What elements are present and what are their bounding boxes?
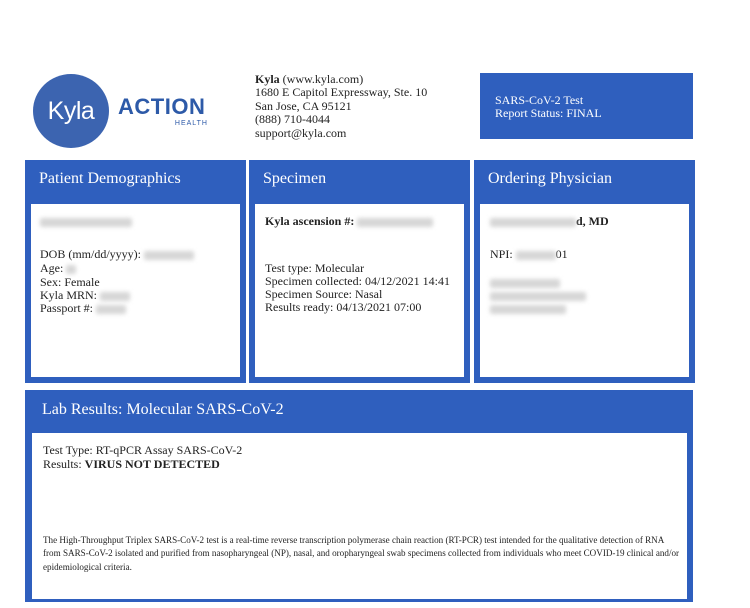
- panel-title: Ordering Physician: [488, 170, 612, 187]
- phone: (888) 710-4044: [255, 112, 330, 127]
- results-value: VIRUS NOT DETECTED: [84, 457, 220, 471]
- kyla-logo-text: Kyla: [47, 96, 95, 125]
- lab-results-row: [43, 457, 220, 472]
- dob-row: [40, 247, 194, 262]
- specimen-details: [255, 204, 464, 377]
- company-name: Kyla: [255, 72, 280, 86]
- patient-demographics-panel: [25, 160, 246, 383]
- action-logo-sub: HEALTH: [174, 120, 208, 127]
- passport-row: [40, 301, 126, 316]
- ascension-row: [265, 214, 433, 229]
- sex-row: Sex: Female: [40, 275, 100, 289]
- panel-title: Patient Demographics: [39, 170, 181, 187]
- lab-results-title: Lab Results: Molecular SARS-CoV-2: [42, 401, 284, 418]
- collected-row: Specimen collected: 04/12/2021 14:41: [265, 274, 450, 288]
- mrn-label: Kyla MRN:: [40, 288, 97, 302]
- company-line: [255, 73, 427, 86]
- source-row: Specimen Source: Nasal: [265, 287, 383, 301]
- age-row: [40, 261, 76, 276]
- lab-test-type: Test Type: RT-qPCR Assay SARS-CoV-2: [43, 443, 243, 457]
- age-label: Age:: [40, 261, 64, 275]
- address-line-1: 1680 E Capitol Expressway, Ste. 10: [255, 85, 428, 100]
- npi-label: NPI:: [490, 247, 513, 261]
- patient-name-redacted: [40, 214, 132, 229]
- physician-name-row: [490, 214, 609, 229]
- address-line-2: San Jose, CA 95121: [255, 98, 352, 113]
- results-label: Results:: [43, 457, 82, 471]
- specimen-panel: [249, 160, 470, 383]
- dob-label: DOB (mm/dd/yyyy):: [40, 247, 141, 261]
- passport-label: Passport #:: [40, 301, 94, 315]
- physician-name-suffix: d, MD: [576, 214, 609, 228]
- report-status: Report Status: FINAL: [495, 106, 602, 120]
- action-logo-word: ACTION: [118, 94, 206, 119]
- panel-title: Specimen: [263, 170, 327, 187]
- patient-details: [31, 204, 240, 377]
- lab-results-details: [32, 433, 687, 599]
- npi-row: [490, 247, 568, 262]
- action-health-logo: [118, 94, 212, 134]
- report-status-box: [480, 73, 693, 139]
- physician-details: [480, 204, 689, 377]
- contact-block: [255, 73, 427, 140]
- npi-suffix: 01: [555, 247, 568, 261]
- email: support@kyla.com: [255, 125, 347, 140]
- company-website: (www.kyla.com): [282, 72, 364, 86]
- kyla-logo: [33, 74, 109, 148]
- test-type-row: Test type: Molecular: [265, 261, 365, 275]
- ready-row: Results ready: 04/13/2021 07:00: [265, 300, 422, 314]
- physician-address-redacted-3: [490, 301, 566, 316]
- lab-disclaimer: The High-Throughput Triplex SARS-CoV-2 test is a real-time reverse transcription polymerase chain reaction (RT-PCR) test intended for the qualitative detection of RNA from SARS-CoV-2 isolated and purified from nasopharyngeal (NP), nasal, and oropharyngeal swab specimens collected from individuals who meet COVID-19 clinical and/or epidemiological criteria.: [43, 535, 680, 572]
- lab-results-panel: [25, 390, 693, 602]
- ascension-label: Kyla ascension #:: [265, 214, 355, 228]
- report-test-name: SARS-CoV-2 Test: [495, 93, 584, 107]
- ordering-physician-panel: [474, 160, 695, 383]
